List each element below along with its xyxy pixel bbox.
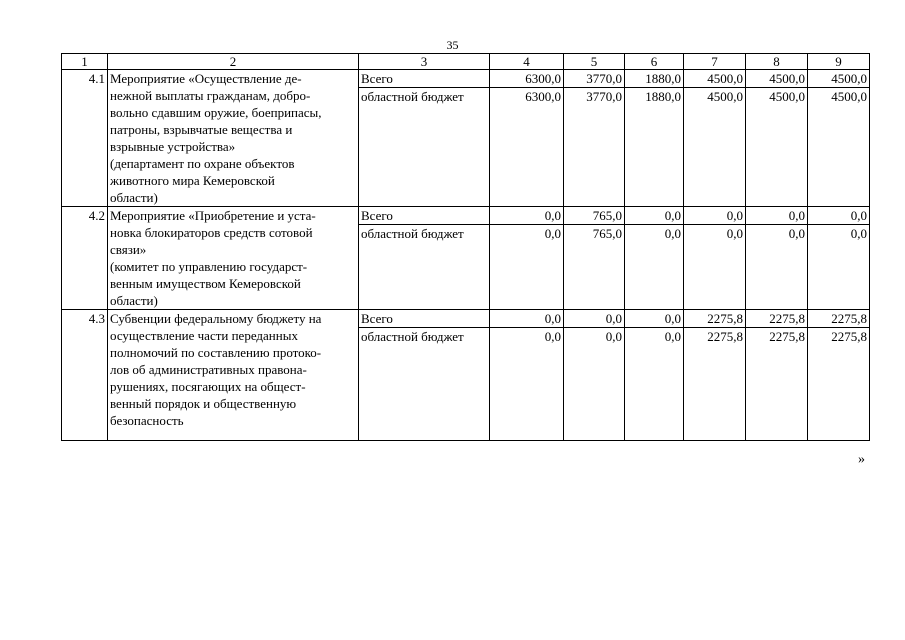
value-cell: 0,0 (746, 225, 808, 310)
value-cell: 2275,8 (746, 328, 808, 441)
value-cell: 0,0 (625, 310, 684, 328)
value-cell: 0,0 (746, 207, 808, 225)
header-cell: 8 (746, 54, 808, 70)
value-cell: 0,0 (490, 225, 564, 310)
value-cell: 0,0 (625, 328, 684, 441)
value-cell: 0,0 (564, 328, 625, 441)
value-cell: 0,0 (490, 310, 564, 328)
value-cell: 1880,0 (625, 70, 684, 88)
value-cell: 2275,8 (808, 310, 870, 328)
value-cell: 0,0 (808, 225, 870, 310)
value-cell: 0,0 (625, 207, 684, 225)
funding-source-cell: Всего (359, 207, 490, 225)
value-cell: 0,0 (564, 310, 625, 328)
description-cell: Субвенции федеральному бюджету на осуществление части переданных полномочий по составлению протоко- лов об административных правона- рушениях, посягающих на общест- венный порядок и общественную безопасность (108, 310, 359, 441)
funding-source-cell: Всего (359, 70, 490, 88)
funding-source-cell: областной бюджет (359, 225, 490, 310)
funding-source-cell: областной бюджет (359, 88, 490, 207)
value-cell: 0,0 (625, 225, 684, 310)
header-cell: 3 (359, 54, 490, 70)
value-cell: 765,0 (564, 225, 625, 310)
value-cell: 3770,0 (564, 70, 625, 88)
value-cell: 2275,8 (684, 310, 746, 328)
value-cell: 6300,0 (490, 70, 564, 88)
value-cell: 4500,0 (746, 88, 808, 207)
funding-source-cell: областной бюджет (359, 328, 490, 441)
header-cell: 2 (108, 54, 359, 70)
table-row (62, 70, 870, 88)
header-cell: 5 (564, 54, 625, 70)
header-cell: 7 (684, 54, 746, 70)
row-number-cell: 4.3 (62, 310, 108, 441)
value-cell: 4500,0 (746, 70, 808, 88)
value-cell: 1880,0 (625, 88, 684, 207)
header-cell: 4 (490, 54, 564, 70)
header-row (62, 54, 870, 70)
row-number-cell: 4.2 (62, 207, 108, 310)
value-cell: 0,0 (684, 207, 746, 225)
value-cell: 2275,8 (808, 328, 870, 441)
value-cell: 765,0 (564, 207, 625, 225)
value-cell: 3770,0 (564, 88, 625, 207)
description-cell: Мероприятие «Осуществление де- нежной выплаты гражданам, добро- вольно сдавшим оружие, боеприпасы, патроны, взрывчатые вещества и взрывные устройства» (департамент по охране объектов животного мира Кемеровской области) (108, 70, 359, 207)
value-cell: 0,0 (490, 328, 564, 441)
budget-table (61, 53, 870, 441)
value-cell: 4500,0 (684, 70, 746, 88)
page-number: 35 (446, 38, 459, 52)
value-cell: 0,0 (808, 207, 870, 225)
closing-quote: » (858, 452, 865, 467)
table-row (62, 310, 870, 328)
value-cell: 0,0 (490, 207, 564, 225)
value-cell: 6300,0 (490, 88, 564, 207)
value-cell: 2275,8 (684, 328, 746, 441)
value-cell: 4500,0 (684, 88, 746, 207)
funding-source-cell: Всего (359, 310, 490, 328)
table-row (62, 207, 870, 225)
header-cell: 9 (808, 54, 870, 70)
table-body (62, 70, 870, 441)
value-cell: 4500,0 (808, 88, 870, 207)
header-cell: 1 (62, 54, 108, 70)
description-cell: Мероприятие «Приобретение и уста- новка блокираторов средств сотовой связи» (комитет по управлению государст- венным имуществом Кемеровской области) (108, 207, 359, 310)
row-number-cell: 4.1 (62, 70, 108, 207)
value-cell: 2275,8 (746, 310, 808, 328)
header-cell: 6 (625, 54, 684, 70)
value-cell: 0,0 (684, 225, 746, 310)
value-cell: 4500,0 (808, 70, 870, 88)
